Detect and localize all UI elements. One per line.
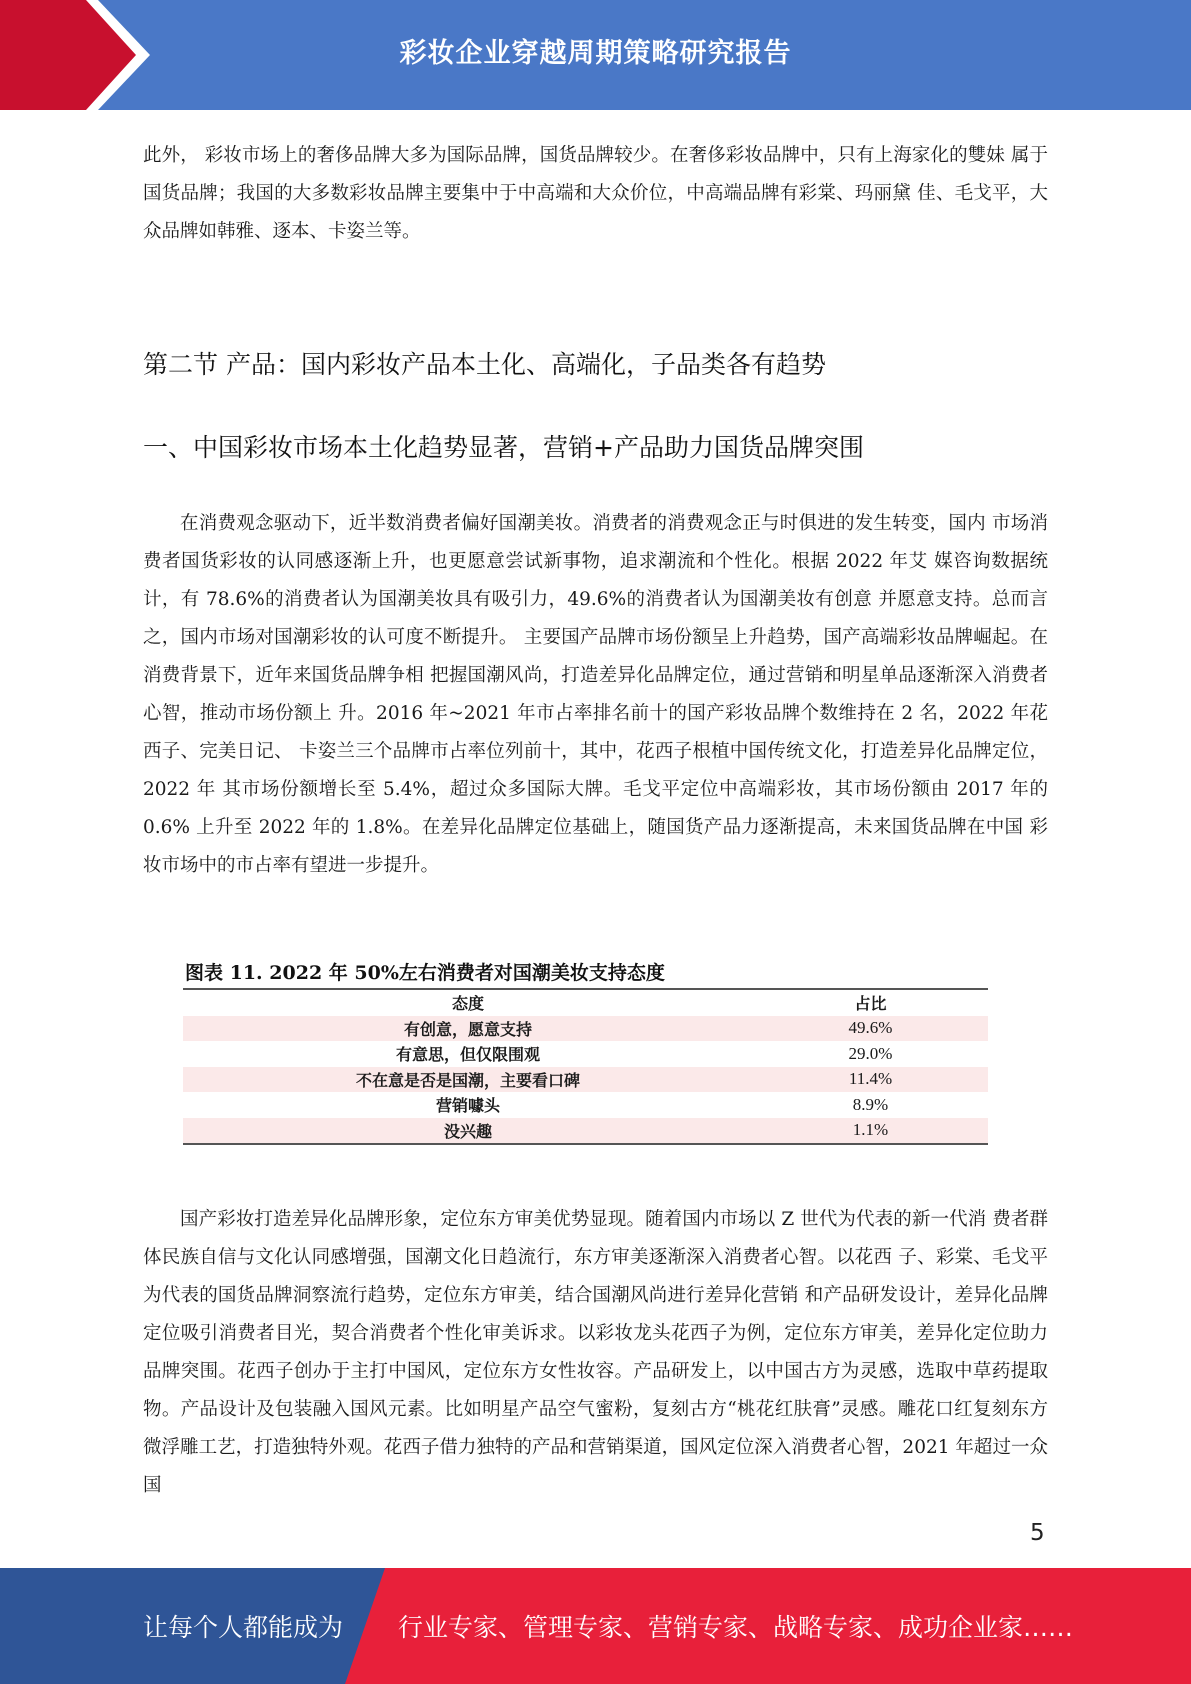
table-row xyxy=(183,1041,988,1067)
attitude-cell: 营销噱头 xyxy=(435,1096,500,1116)
table-title: 图表 11. 2022 年 50%左右消费者对国潮美妆支持态度 xyxy=(185,962,665,984)
share-cell: 8.9% xyxy=(852,1094,889,1114)
report-title: 彩妆企业穿越周期策略研究报告 xyxy=(399,37,792,69)
intro-paragraph: 此外， 彩妆市场上的奢侈品牌大多为国际品牌，国货品牌较少。在奢侈彩妆品牌中，只有上海家化的雙妹 属于国货品牌；我国的大多数彩妆品牌主要集中于中高端和大众价位，中高端品牌有彩棠、玛丽黛 佳、毛戈平，大众品牌如韩雅、逐本、卡姿兰等。 xyxy=(143,145,1048,242)
footer-slogan-right: 行业专家、管理专家、营销专家、战略专家、成功企业家…… xyxy=(398,1613,1074,1642)
attitude-cell: 有创意，愿意支持 xyxy=(403,1019,532,1039)
subsection-heading: 一、中国彩妆市场本土化趋势显著，营销+产品助力国货品牌突围 xyxy=(143,433,864,462)
share-cell: 29.0% xyxy=(848,1043,893,1063)
page-number: 5 xyxy=(1030,1520,1045,1546)
body-paragraph-2: 国产彩妆打造差异化品牌形象，定位东方审美优势显现。随着国内市场以 Z 世代为代表的新一代消 费者群体民族自信与文化认同感增强，国潮文化日趋流行，东方审美逐渐深入消费者心智。以花西 子、彩棠、毛戈平为代表的国货品牌洞察流行趋势，定位东方审美，结合国潮风尚进行差异化营销 和产品研发设计，差异化品牌定位吸引消费者目光，契合消费者个性化审美诉求。以彩妆龙头花西子为例，定位东方审美，差异化定位助力品牌突围。花西子创办于主打中国风，定位东方女性妆容。产品研发上，以中国古方为灵感，选取中草药提取物。产品设计及包装融入国风元素。比如明星产品空气蜜粉，复刻古方“桃花红肤膏”灵感。雕花口红复刻东方微浮雕工艺，打造独特外观。花西子借力独特的产品和营销渠道，国风定位深入消费者心智，2021 年超过一众国 xyxy=(143,1209,1048,1496)
attitude-cell: 没兴趣 xyxy=(443,1121,492,1141)
table-row xyxy=(183,1016,988,1042)
table-header-row xyxy=(183,990,988,1016)
share-cell: 49.6% xyxy=(848,1018,893,1038)
share-cell: 1.1% xyxy=(852,1120,889,1140)
attitude-table xyxy=(183,988,988,1145)
page-footer xyxy=(0,1568,1191,1684)
table-row xyxy=(183,1067,988,1093)
footer-slogan-left: 让每个人都能成为 xyxy=(143,1613,344,1642)
body-paragraph-1: 在消费观念驱动下，近半数消费者偏好国潮美妆。消费者的消费观念正与时俱进的发生转变，国内 市场消费者国货彩妆的认同感逐渐上升，也更愿意尝试新事物，追求潮流和个性化。根据 2022 年艾 媒咨询数据统计，有 78.6%的消费者认为国潮美妆具有吸引力，49.6%的消费者认为国潮美妆有创意 并愿意支持。总而言之，国内市场对国潮彩妆的认可度不断提升。 主要国产品牌市场份额呈上升趋势，国产高端彩妆品牌崛起。在消费背景下，近年来国货品牌争相 把握国潮风尚，打造差异化品牌定位，通过营销和明星单品逐渐深入消费者心智，推动市场份额上 升。2016 年~2021 年市占率排名前十的国产彩妆品牌个数维持在 2 名，2022 年花西子、完美日记、 卡姿兰三个品牌市占率位列前十，其中，花西子根植中国传统文化，打造差异化品牌定位，2022 年 其市场份额增长至 5.4%，超过众多国际大牌。毛戈平定位中高端彩妆，其市场份额由 2017 年的 0.6% 上升至 2022 年的 1.8%。在差异化品牌定位基础上，随国货产品力逐渐提高，未来国货品牌在中国 彩妆市场中的市占率有望进一步提升。 xyxy=(143,513,1048,876)
share-cell: 11.4% xyxy=(848,1069,893,1089)
page-header xyxy=(0,0,1191,110)
attitude-cell: 有意思，但仅限围观 xyxy=(395,1045,540,1065)
column-header-attitude: 态度 xyxy=(451,994,484,1014)
column-header-share: 占比 xyxy=(854,994,887,1014)
section-heading: 第二节 产品：国内彩妆产品本土化、高端化，子品类各有趋势 xyxy=(143,350,826,379)
table-row xyxy=(183,1118,988,1144)
table-row xyxy=(183,1092,988,1118)
header-arrow-accent xyxy=(0,0,160,110)
attitude-cell: 不在意是否是国潮，主要看口碑 xyxy=(355,1070,580,1090)
